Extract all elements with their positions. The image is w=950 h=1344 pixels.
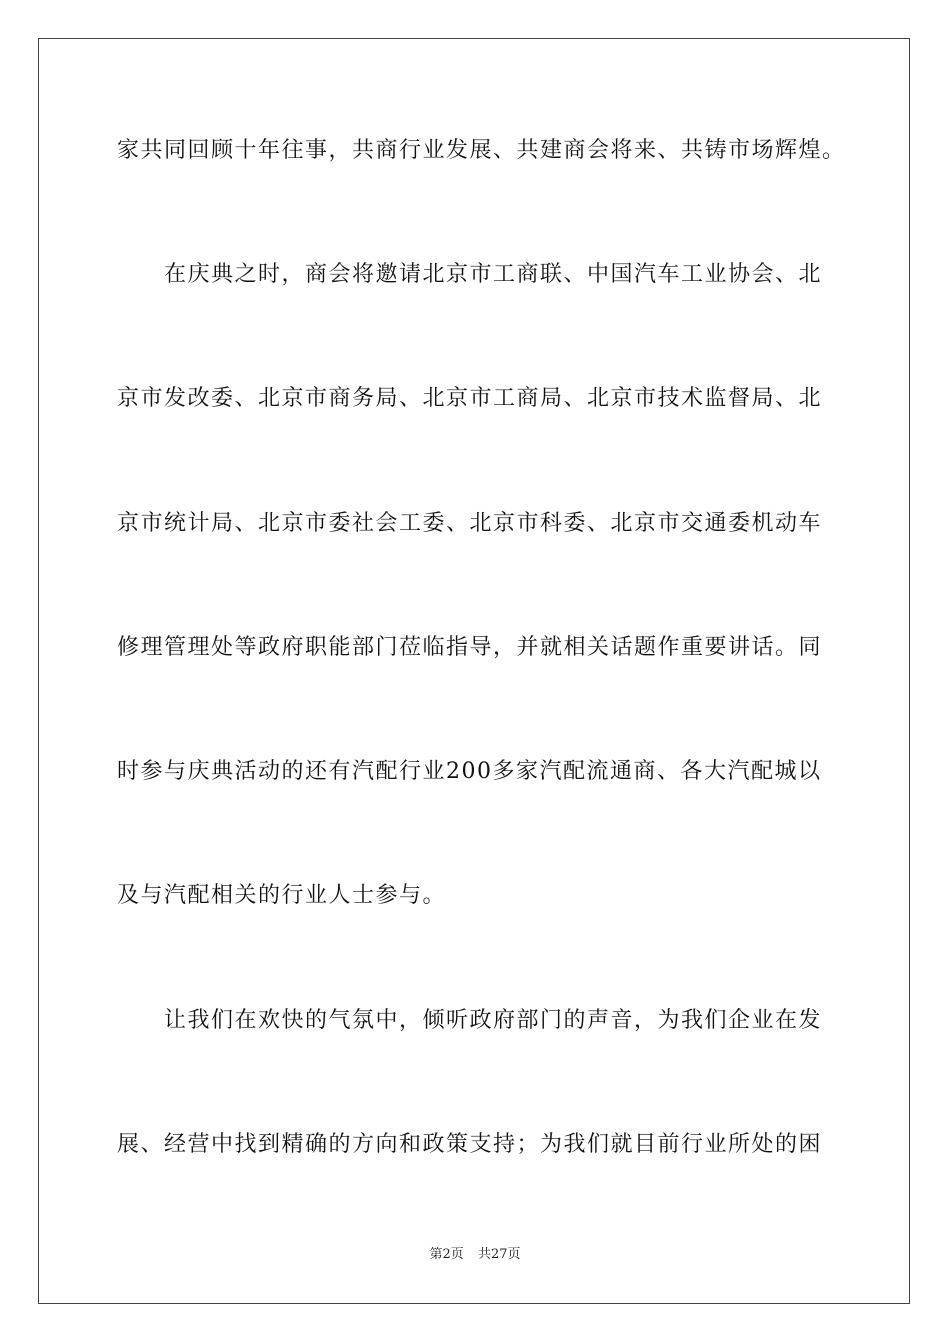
text-line: 及与汽配相关的行业人士参与。	[117, 883, 447, 908]
text-line: 家共同回顾十年往事，共商行业发展、共建商会将来、共铸市场辉煌。	[117, 138, 846, 163]
text-line: 京市发改委、北京市商务局、北京市工商局、北京市技术监督局、北	[117, 386, 823, 411]
text-line: 时参与庆典活动的还有汽配行业200多家汽配流通商、各大汽配城以	[117, 759, 822, 784]
page-total: 共27页	[477, 1247, 521, 1262]
text-line: 展、经营中找到精确的方向和政策支持；为我们就目前行业所处的困	[117, 1132, 823, 1157]
text-line: 修理管理处等政府职能部门莅临指导，并就相关话题作重要讲话。同	[117, 635, 823, 660]
text-line: 京市统计局、北京市委社会工委、北京市科委、北京市交通委机动车	[117, 511, 823, 536]
page-number: 第2页	[429, 1247, 464, 1262]
page-border	[38, 38, 910, 1304]
page-footer	[0, 1246, 950, 1264]
text-line: 在庆典之时，商会将邀请北京市工商联、中国汽车工业协会、北	[117, 262, 823, 287]
text-line: 让我们在欢快的气氛中，倾听政府部门的声音，为我们企业在发	[117, 1008, 823, 1033]
